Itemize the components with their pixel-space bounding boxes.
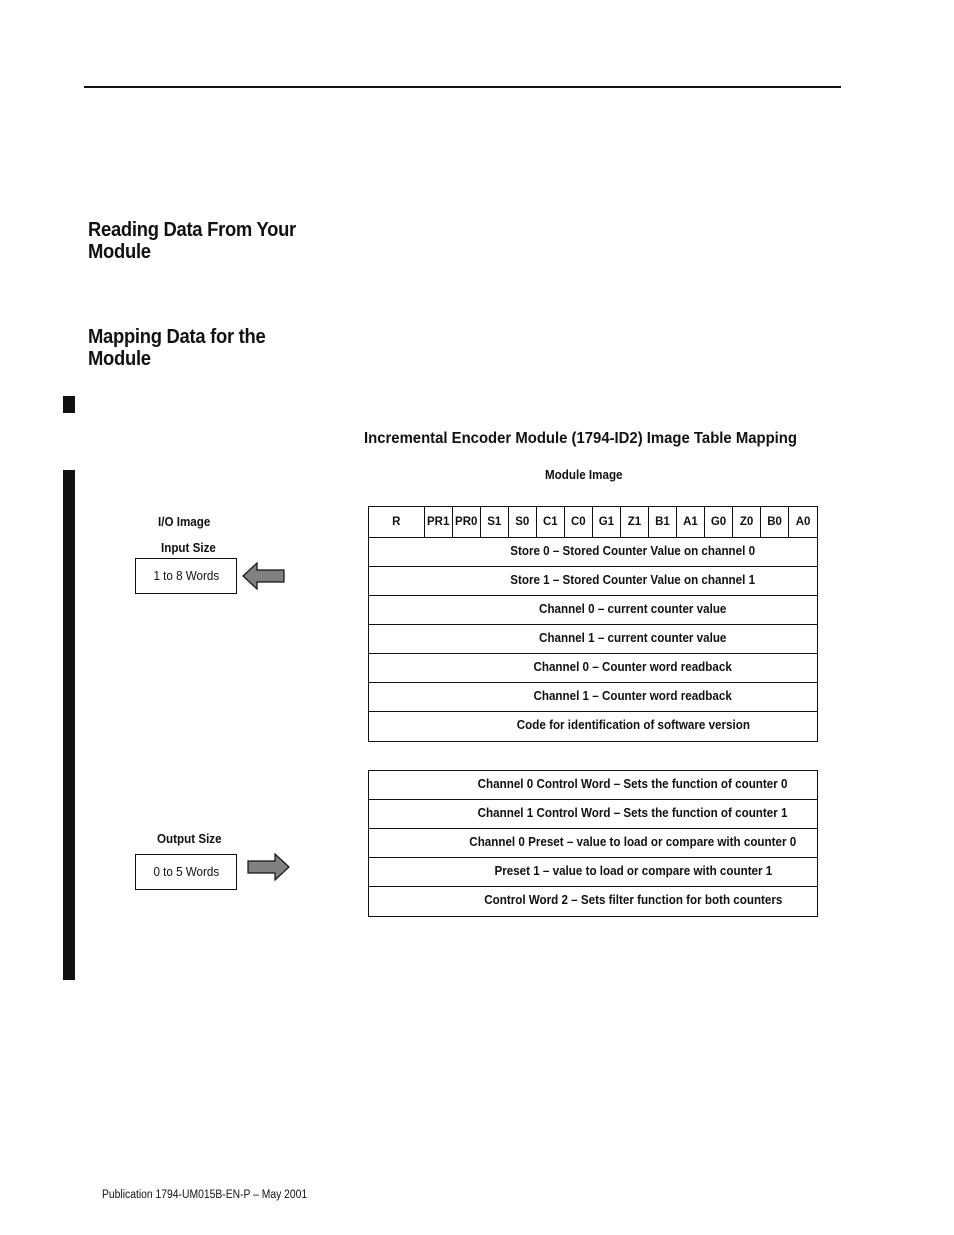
input-size-box [135, 558, 237, 594]
status-bit-cell: S1 [481, 507, 509, 537]
figure-title: Incremental Encoder Module (1794-ID2) Image Table Mapping [364, 430, 797, 447]
module-image-label: Module Image [545, 468, 623, 482]
status-bit-cell: Z1 [621, 507, 649, 537]
status-bit-cell: C0 [565, 507, 593, 537]
heading-reading-data: Reading Data From Your Module [88, 219, 296, 263]
table-row-label: Store 0 – Stored Counter Value on channel 0 [510, 544, 756, 558]
table-row-label: Store 1 – Stored Counter Value on channel 1 [510, 573, 756, 587]
status-bit-cell: S0 [509, 507, 537, 537]
table-row [369, 567, 817, 596]
output-image-table [368, 770, 818, 917]
status-bit-cell: B0 [761, 507, 789, 537]
change-bar [63, 470, 75, 980]
table-row-label: Channel 1 – Counter word readback [533, 689, 733, 703]
status-bit-cell: B1 [649, 507, 677, 537]
table-row [369, 683, 817, 712]
table-row [369, 538, 817, 567]
publication-footer: Publication 1794-UM015B-EN-P – May 2001 [102, 1189, 308, 1201]
table-row [369, 596, 817, 625]
left-arrow-icon [241, 561, 287, 591]
table-row-label: Code for identification of software version [516, 718, 750, 732]
status-bit-cell: A0 [795, 516, 811, 528]
input-size-label: Input Size [161, 541, 216, 555]
table-row [369, 887, 817, 916]
status-bit-cell: R [369, 507, 425, 537]
table-row [369, 800, 817, 829]
table-row-label: Channel 0 – Counter word readback [533, 660, 733, 674]
output-size-box [135, 854, 237, 890]
heading-mapping-data: Mapping Data for the Module [88, 326, 266, 370]
io-image-label: I/O Image [158, 515, 211, 529]
status-bit-cell: G1 [593, 507, 621, 537]
table-row-label: Channel 0 Preset – value to load or compare with counter 0 [469, 835, 797, 849]
table-row-label: Preset 1 – value to load or compare with counter 1 [494, 864, 772, 878]
table-row [369, 829, 817, 858]
table-row [369, 771, 817, 800]
change-bar [63, 396, 75, 413]
table-row-label: Control Word 2 – Sets filter function for both counters [483, 893, 783, 907]
status-bit-cell: C1 [537, 507, 565, 537]
status-bit-cell: PR0 [453, 507, 481, 537]
table-row [369, 858, 817, 887]
output-size-value: 0 to 5 Words [153, 865, 219, 879]
right-arrow-icon [245, 852, 291, 882]
status-bit-cell: A1 [677, 507, 705, 537]
output-size-label: Output Size [157, 832, 222, 846]
status-bits-row [369, 507, 817, 538]
status-bit-cell: G0 [705, 507, 733, 537]
table-row-label: Channel 0 Control Word – Sets the function of counter 0 [478, 777, 788, 791]
status-bit-cell: Z0 [733, 507, 761, 537]
table-row [369, 654, 817, 683]
table-row-label: Channel 0 – current counter value [539, 602, 727, 616]
top-rule [84, 86, 841, 88]
table-row [369, 625, 817, 654]
table-row [369, 712, 817, 741]
input-size-value: 1 to 8 Words [153, 569, 219, 583]
table-row-label: Channel 1 – current counter value [539, 631, 727, 645]
table-row-label: Channel 1 Control Word – Sets the function of counter 1 [478, 806, 788, 820]
input-image-table [368, 506, 818, 742]
status-bit-cell: PR1 [425, 507, 453, 537]
